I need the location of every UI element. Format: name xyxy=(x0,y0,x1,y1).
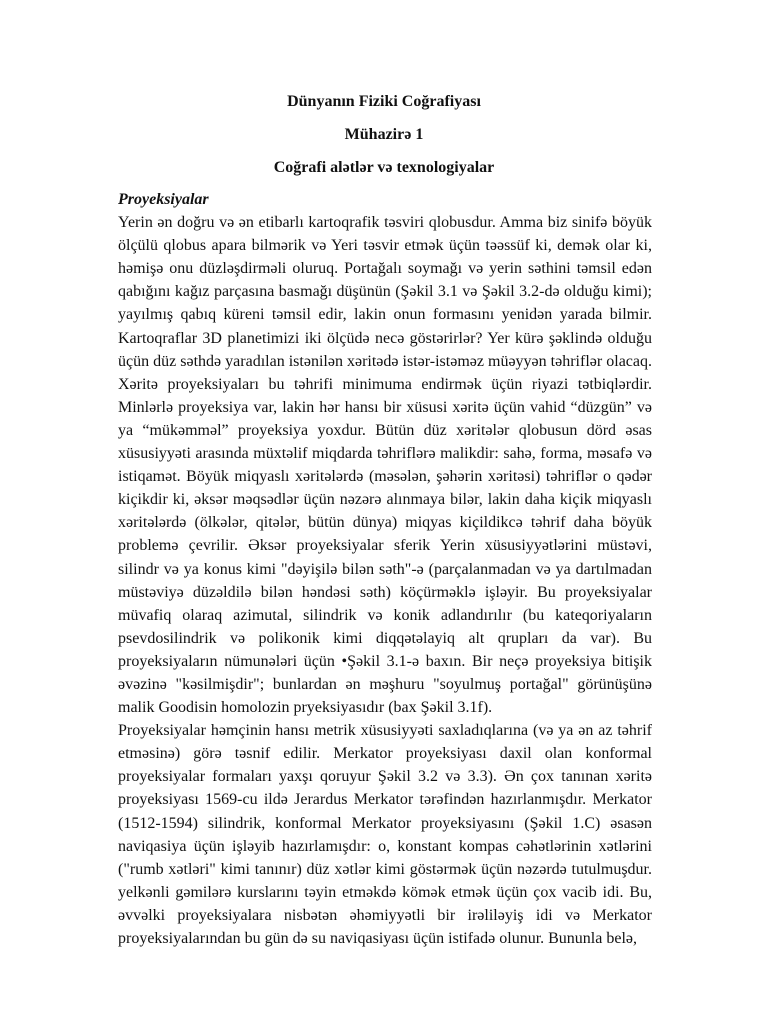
paragraph-2: Proyeksiyalar həmçinin hansı metrik xüsusiyyəti saxladıqlarına (və ya ən az təhrif etməsinə) görə təsnif edilir. Merkator proyeksiyası daxil olan konformal proyeksiyalar formaları yaxşı qoruyur Şəkil 3.2 və 3.3). Ən çox tanınan xəritə proyeksiyası 1569-cu ildə Jerardus Merkator tərəfindən hazırlanmışdır. Merkator (1512-1594) silindrik, konformal Merkator proyeksiyasını (Şəkil 1.C) əsasən naviqasiya üçün işləyib hazırlamışdır: o, konstant kompas cəhətlərinin xətlərini ("rumb xətləri" kimi tanınır) düz xətlər kimi göstərmək üçün nəzərdə tutulmuşdur. yelkənli gəmilərə kurslarını təyin etməkdə kömək etmək üçün çox vacib idi. Bu, əvvəlki proyeksiyalara nisbətən əhəmiyyətli bir irəliləyiş idi və Merkator proyeksiyalarından bu gün də su naviqasiyası üçün istifadə olunur. Bununla belə, xyxy=(118,722,652,947)
paragraph-1: Yerin ən doğru və ən etibarlı kartoqrafik təsviri qlobusdur. Amma biz sinifə böyük ölçülü qlobus apara bilmərik və Yeri təsvir etmək üçün təəssüf ki, demək olar ki, həmişə onu düzləşdirməli oluruq. Portağalı soymağı və yerin səthini təmsil edən qabığını kağız parçasına basmağı düşünün (Şəkil 3.1 və Şəkil 3.2-də olduğu kimi); yayılmış qabıq küreni təmsil edir, lakin onun formasını yenidən yarada bilmir. Kartoqraflar 3D planetimizi iki ölçüdə necə göstərirlər? Yer kürə şəklində olduğu üçün düz səthdə yaradılan istənilən xəritədə istər-istəməz müəyyən təhriflər olacaq. Xəritə proyeksiyaları bu təhrifi minimuma endirmək üçün riyazi tətbiqlərdir. Minlərlə proyeksiya var, lakin hər hansı bir xüsusi xəritə üçün vahid “düzgün” və ya “mükəmməl” proyeksiya yoxdur. Bütün düz xəritələr qlobusun dörd əsas xüsusiyyəti arasında müxtəlif miqdarda təhriflərə malikdir: sahə, forma, məsafə və istiqamət. Böyük miqyaslı xəritələrdə (məsələn, şəhərin xəritəsi) təhriflər o qədər kiçikdir ki, əksər məqsədlər üçün nəzərə alınmaya bilər, lakin daha kiçik miqyaslı xəritələrdə (ölkələr, qitələr, bütün dünya) miqyas kiçildikcə təhrif daha böyük problemə çevrilir. Əksər proyeksiyalar sferik Yerin xüsusiyyətlərini müstəvi, silindr və ya konus kimi "dəyişilə bilən səth"-ə (parçalanmadan və ya dartılmadan müstəviyə düzəldilə bilən həndəsi səth) köçürməklə işləyir. Bu proyeksiyalar müvafiq olaraq azimutal, silindrik və konik adlandırılır (bu kateqoriyaların psevdosilindrik və polikonik kimi diqqətəlayiq alt qrupları da var). Bu proyeksiyaların nümunələri üçün •Şəkil 3.1-ə baxın. Bir neçə proyeksiya bitişik əvəzinə "kəsilmişdir"; bunlardan ən məşhuru "soyulmuş portağal" görünüşünə malik Goodisin homolozin pryeksiyasıdır (bax Şəkil 3.1f). xyxy=(118,214,652,717)
document-body xyxy=(118,188,652,950)
document-header xyxy=(0,92,768,191)
section-title: Proyeksiyalar xyxy=(118,191,209,208)
lecture-title: Coğrafi alətlər və texnologiyalar xyxy=(273,159,495,176)
lecture-number: Mühazirə 1 xyxy=(344,126,424,143)
course-title: Dünyanın Fiziki Coğrafiyası xyxy=(287,93,481,110)
